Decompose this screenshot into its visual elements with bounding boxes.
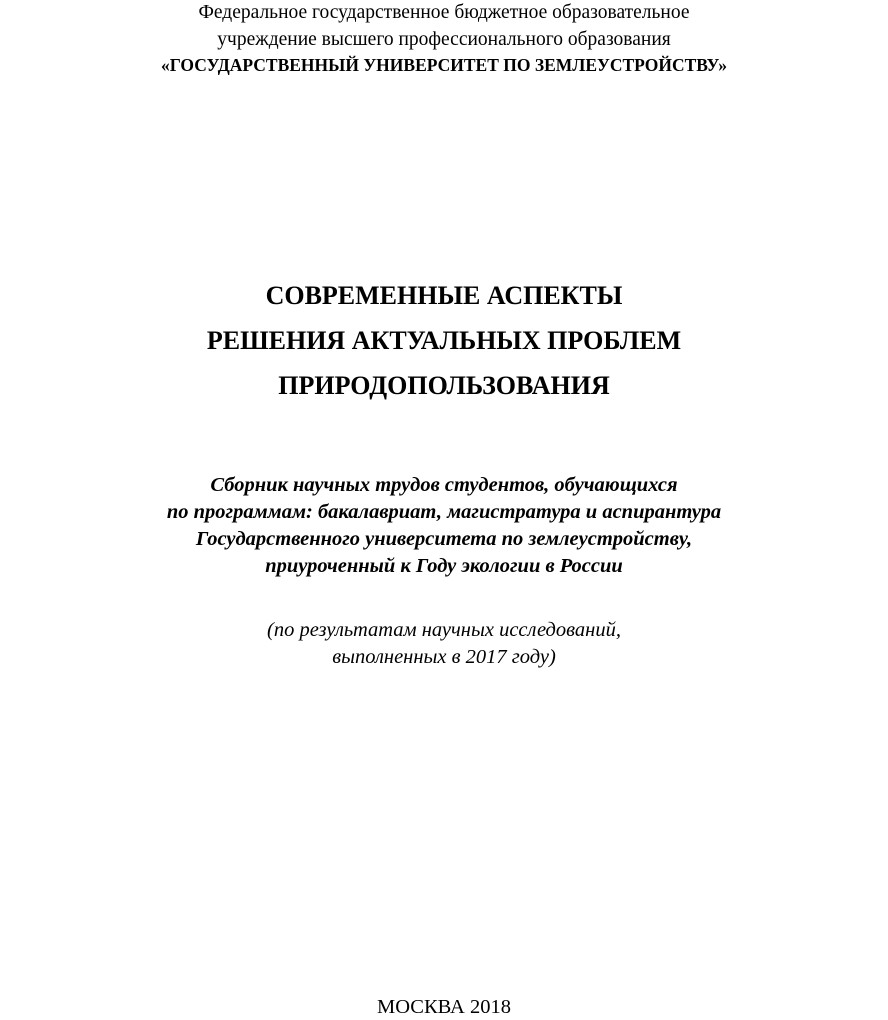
note-line-1: (по результатам научных исследований, (267, 619, 621, 641)
subtitle-line-1: Сборник научных трудов студентов, обучающихся (210, 474, 678, 496)
subtitle-line-4: приуроченный к Году экологии в России (265, 555, 623, 577)
title-line-3: ПРИРОДОПОЛЬЗОВАНИЯ (278, 371, 610, 400)
subtitle-line-3: Государственного университета по землеустройству, (195, 528, 693, 550)
title-line-2: РЕШЕНИЯ АКТУАЛЬНЫХ ПРОБЛЕМ (206, 326, 682, 355)
header-line-1: Федеральное государственное бюджетное образовательное (198, 2, 690, 23)
header-line-2: учреждение высшего профессионального образования (217, 29, 671, 50)
title-line-1: СОВРЕМЕННЫЕ АСПЕКТЫ (265, 281, 623, 310)
subtitle-line-2: по программам: бакалавриат, магистратура и аспирантура (166, 501, 722, 523)
note-line-2: выполненных в 2017 году) (332, 646, 556, 668)
place-year: МОСКВА 2018 (377, 996, 511, 1018)
university-name: «ГОСУДАРСТВЕННЫЙ УНИВЕРСИТЕТ ПО ЗЕМЛЕУСТРОЙСТВУ» (160, 55, 728, 75)
